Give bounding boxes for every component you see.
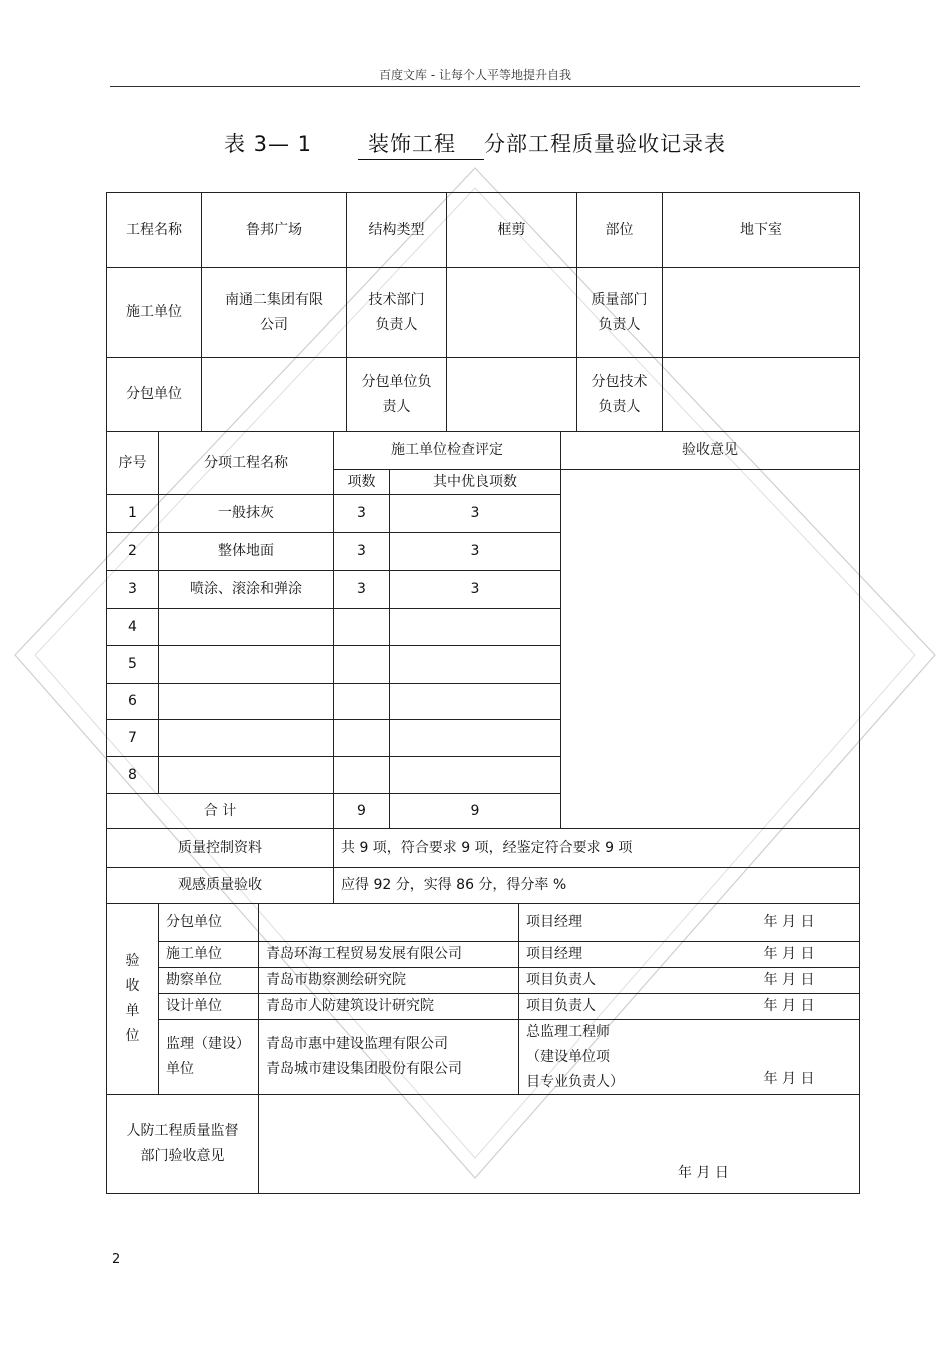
- label-part: 部位: [576, 192, 663, 268]
- acceptance-company: [258, 903, 519, 942]
- item-count: 3: [333, 494, 390, 533]
- value-project-name: 鲁邦广场: [201, 192, 347, 268]
- acceptance-role: 项目负责人: [518, 993, 720, 1020]
- value-tech-head: [446, 267, 577, 358]
- header-seq: 序号: [106, 431, 159, 495]
- acceptance-date: 年 月 日: [719, 941, 860, 968]
- label-contractor: 施工单位: [106, 267, 202, 358]
- value-sub-head: [446, 357, 577, 432]
- item-count: [333, 608, 390, 646]
- acceptance-company: 青岛市人防建筑设计研究院: [258, 993, 519, 1020]
- title-prefix: 表 3— 1: [223, 132, 313, 156]
- item-excellent: [389, 608, 561, 646]
- item-excellent: 3: [389, 494, 561, 533]
- header-evaluation: 施工单位检查评定: [333, 431, 561, 470]
- total-excellent: 9: [389, 793, 561, 829]
- item-name: 喷涂、滚涂和弹涂: [158, 570, 334, 609]
- item-excellent: [389, 756, 561, 794]
- label-quality-docs: 质量控制资料: [106, 828, 334, 868]
- item-count: [333, 645, 390, 684]
- label-subcontractor: 分包单位: [106, 357, 202, 432]
- value-contractor: 南通二集团有限 公司: [201, 267, 347, 358]
- page-header: 百度文库 - 让每个人平等地提升自我: [379, 68, 571, 82]
- acceptance-date: 年 月 日: [719, 993, 860, 1020]
- item-count: 3: [333, 570, 390, 609]
- item-name: [158, 608, 334, 646]
- item-seq: 6: [106, 683, 159, 720]
- acceptance-date: 年 月 日: [719, 903, 860, 942]
- acceptance-unit: 勘察单位: [158, 967, 259, 994]
- label-sub-head: 分包单位负 责人: [346, 357, 447, 432]
- value-appearance: 应得 92 分，实得 86 分，得分率 %: [333, 867, 860, 904]
- value-quality-head: [662, 267, 860, 358]
- label-civil-defense: 人防工程质量监督 部门验收意见: [106, 1094, 259, 1194]
- header-count: 项数: [333, 469, 390, 495]
- item-seq: 2: [106, 532, 159, 571]
- item-name: [158, 683, 334, 720]
- item-name: [158, 719, 334, 757]
- item-count: 3: [333, 532, 390, 571]
- item-excellent: [389, 645, 561, 684]
- item-seq: 5: [106, 645, 159, 684]
- value-sub-tech-head: [662, 357, 860, 432]
- page-title: [0, 128, 950, 160]
- acceptance-company: 青岛市勘察测绘研究院: [258, 967, 519, 994]
- label-tech-head: 技术部门 负责人: [346, 267, 447, 358]
- item-name: 一般抹灰: [158, 494, 334, 533]
- acceptance-date: 年 月 日: [719, 1019, 860, 1095]
- acceptance-unit: 设计单位: [158, 993, 259, 1020]
- value-civil-defense: [258, 1094, 860, 1194]
- item-seq: 3: [106, 570, 159, 609]
- header-item-name: 分项工程名称: [158, 431, 334, 495]
- item-seq: 8: [106, 756, 159, 794]
- item-count: [333, 756, 390, 794]
- value-quality-docs: 共 9 项，符合要求 9 项，经鉴定符合要求 9 项: [333, 828, 860, 868]
- total-count: 9: [333, 793, 390, 829]
- acceptance-unit: 施工单位: [158, 941, 259, 968]
- item-name: [158, 756, 334, 794]
- header-rule: [110, 86, 860, 87]
- acceptance-role: 项目经理: [518, 903, 720, 942]
- item-excellent: [389, 719, 561, 757]
- acceptance-unit: 监理（建设） 单位: [158, 1019, 259, 1095]
- label-quality-head: 质量部门 负责人: [576, 267, 663, 358]
- value-structure-type: 框剪: [446, 192, 577, 268]
- item-count: [333, 683, 390, 720]
- acceptance-date: 年 月 日: [719, 967, 860, 994]
- acceptance-role: 总监理工程师 （建设单位项 目专业负责人）: [518, 1019, 720, 1095]
- item-seq: 7: [106, 719, 159, 757]
- acceptance-group-label: 验 收 单 位: [106, 903, 159, 1095]
- civil-defense-date: 年 月 日: [678, 1165, 729, 1181]
- item-excellent: [389, 683, 561, 720]
- title-suffix: 分部工程质量验收记录表: [484, 132, 727, 156]
- label-project-name: 工程名称: [106, 192, 202, 268]
- item-seq: 1: [106, 494, 159, 533]
- acceptance-company: 青岛环海工程贸易发展有限公司: [258, 941, 519, 968]
- acceptance-role: 项目经理: [518, 941, 720, 968]
- acceptance-company: 青岛市惠中建设监理有限公司 青岛城市建设集团股份有限公司: [258, 1019, 519, 1095]
- item-name: 整体地面: [158, 532, 334, 571]
- total-label: 合 计: [106, 793, 334, 829]
- item-count: [333, 719, 390, 757]
- item-excellent: 3: [389, 532, 561, 571]
- header-excellent: 其中优良项数: [389, 469, 561, 495]
- header-opinion: 验收意见: [560, 431, 860, 470]
- label-appearance: 观感质量验收: [106, 867, 334, 904]
- label-structure-type: 结构类型: [346, 192, 447, 268]
- value-part: 地下室: [662, 192, 860, 268]
- acceptance-role: 项目负责人: [518, 967, 720, 994]
- value-opinion: [560, 469, 860, 829]
- acceptance-unit: 分包单位: [158, 903, 259, 942]
- title-project-type: 装饰工程: [358, 128, 484, 160]
- item-excellent: 3: [389, 570, 561, 609]
- item-name: [158, 645, 334, 684]
- value-subcontractor: [201, 357, 347, 432]
- label-sub-tech-head: 分包技术 负责人: [576, 357, 663, 432]
- item-seq: 4: [106, 608, 159, 646]
- page-number: 2: [112, 1252, 121, 1267]
